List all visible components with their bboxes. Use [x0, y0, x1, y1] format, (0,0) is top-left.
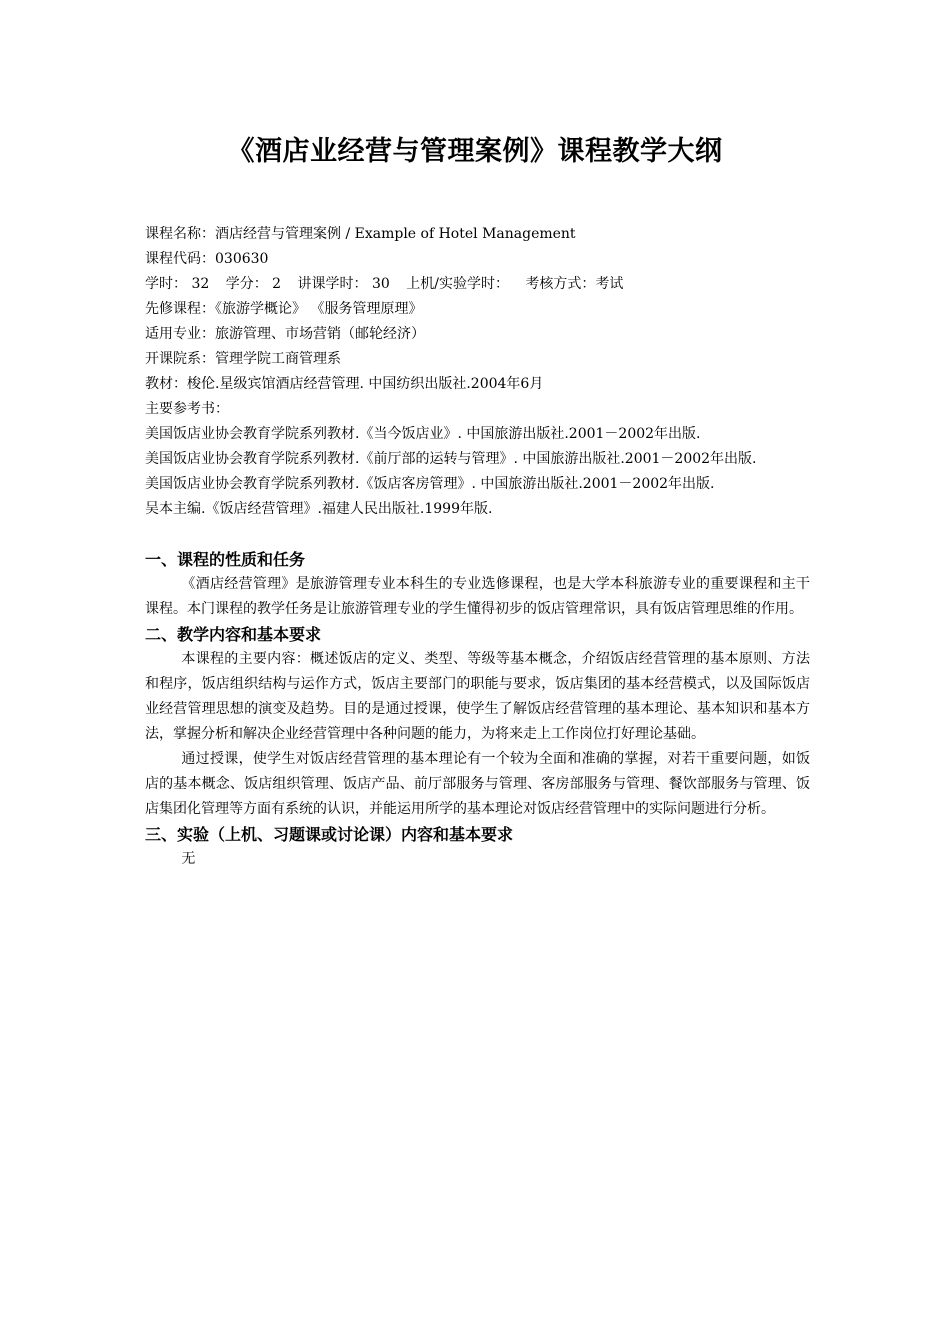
offering-department: 开课院系：管理学院工商管理系	[145, 351, 341, 367]
credits: 学分： 2	[225, 276, 282, 292]
section-paragraph: 本课程的主要内容：概述饭店的定义、类型、等级等基本概念，介绍饭店经营管理的基本原则、方法和程序，饭店组织结构与运作方式，饭店主要部门的职能与要求，饭店集团的基本经营模式，以及国际饭店业经营管理思想的演变及趋势。目的是通过授课，使学生了解饭店经营管理的基本理论、基本知识和基本方法，掌握分析和解决企业经营管理中各种问题的能力，为将来走上工作岗位打好理论基础。	[145, 651, 810, 742]
section-paragraph: 《酒店经营管理》是旅游管理专业本科生的专业选修课程，也是大学本科旅游专业的重要课程和主干课程。本门课程的教学任务是让旅游管理专业的学生懂得初步的饭店管理常识，具有饭店管理思维的作用。	[145, 576, 810, 617]
document-body	[145, 222, 810, 872]
document-title: 《酒店业经营与管理案例》课程教学大纲	[227, 136, 723, 167]
section-heading: 二、教学内容和基本要求	[145, 625, 322, 644]
course-code: 课程代码：030630	[145, 251, 269, 267]
reference-item: 吴本主编.《饭店经营管理》.福建人民出版社.1999年版.	[145, 501, 493, 517]
textbook: 教材：梭伦.星级宾馆酒店经营管理. 中国纺织出版社.2004年6月	[145, 376, 544, 392]
total-hours: 学时： 32	[145, 276, 210, 292]
assessment-method: 考核方式：考试	[525, 276, 624, 292]
references-label: 主要参考书：	[145, 401, 229, 417]
lab-hours: 上机/实验学时：	[406, 276, 509, 292]
reference-item: 美国饭店业协会教育学院系列教材.《饭店客房管理》. 中国旅游出版社.2001－2002年出版.	[145, 476, 715, 492]
section-paragraph: 通过授课，使学生对饭店经营管理的基本理论有一个较为全面和准确的掌握，对若干重要问题，如饭店的基本概念、饭店组织管理、饭店产品、前厅部服务与管理、客房部服务与管理、餐饮部服务与管理、饭店集团化管理等方面有系统的认识，并能运用所学的基本理论对饭店经营管理中的实际问题进行分析。	[145, 751, 810, 817]
reference-item: 美国饭店业协会教育学院系列教材.《前厅部的运转与管理》. 中国旅游出版社.2001－2002年出版.	[145, 451, 757, 467]
section-heading: 一、课程的性质和任务	[145, 550, 306, 569]
course-name: 课程名称：酒店经营与管理案例 / Example of Hotel Management	[145, 226, 576, 242]
section-heading: 三、实验（上机、习题课或讨论课）内容和基本要求	[145, 825, 514, 844]
prerequisites: 先修课程：《旅游学概论》 《服务管理原理》	[145, 301, 423, 317]
lecture-hours: 讲课学时： 30	[297, 276, 390, 292]
reference-item: 美国饭店业协会教育学院系列教材.《当今饭店业》. 中国旅游出版社.2001－2002年出版.	[145, 426, 701, 442]
section-paragraph: 无	[181, 851, 196, 867]
applicable-majors: 适用专业：旅游管理、市场营销（邮轮经济）	[145, 326, 425, 342]
course-hours-row	[145, 272, 810, 297]
